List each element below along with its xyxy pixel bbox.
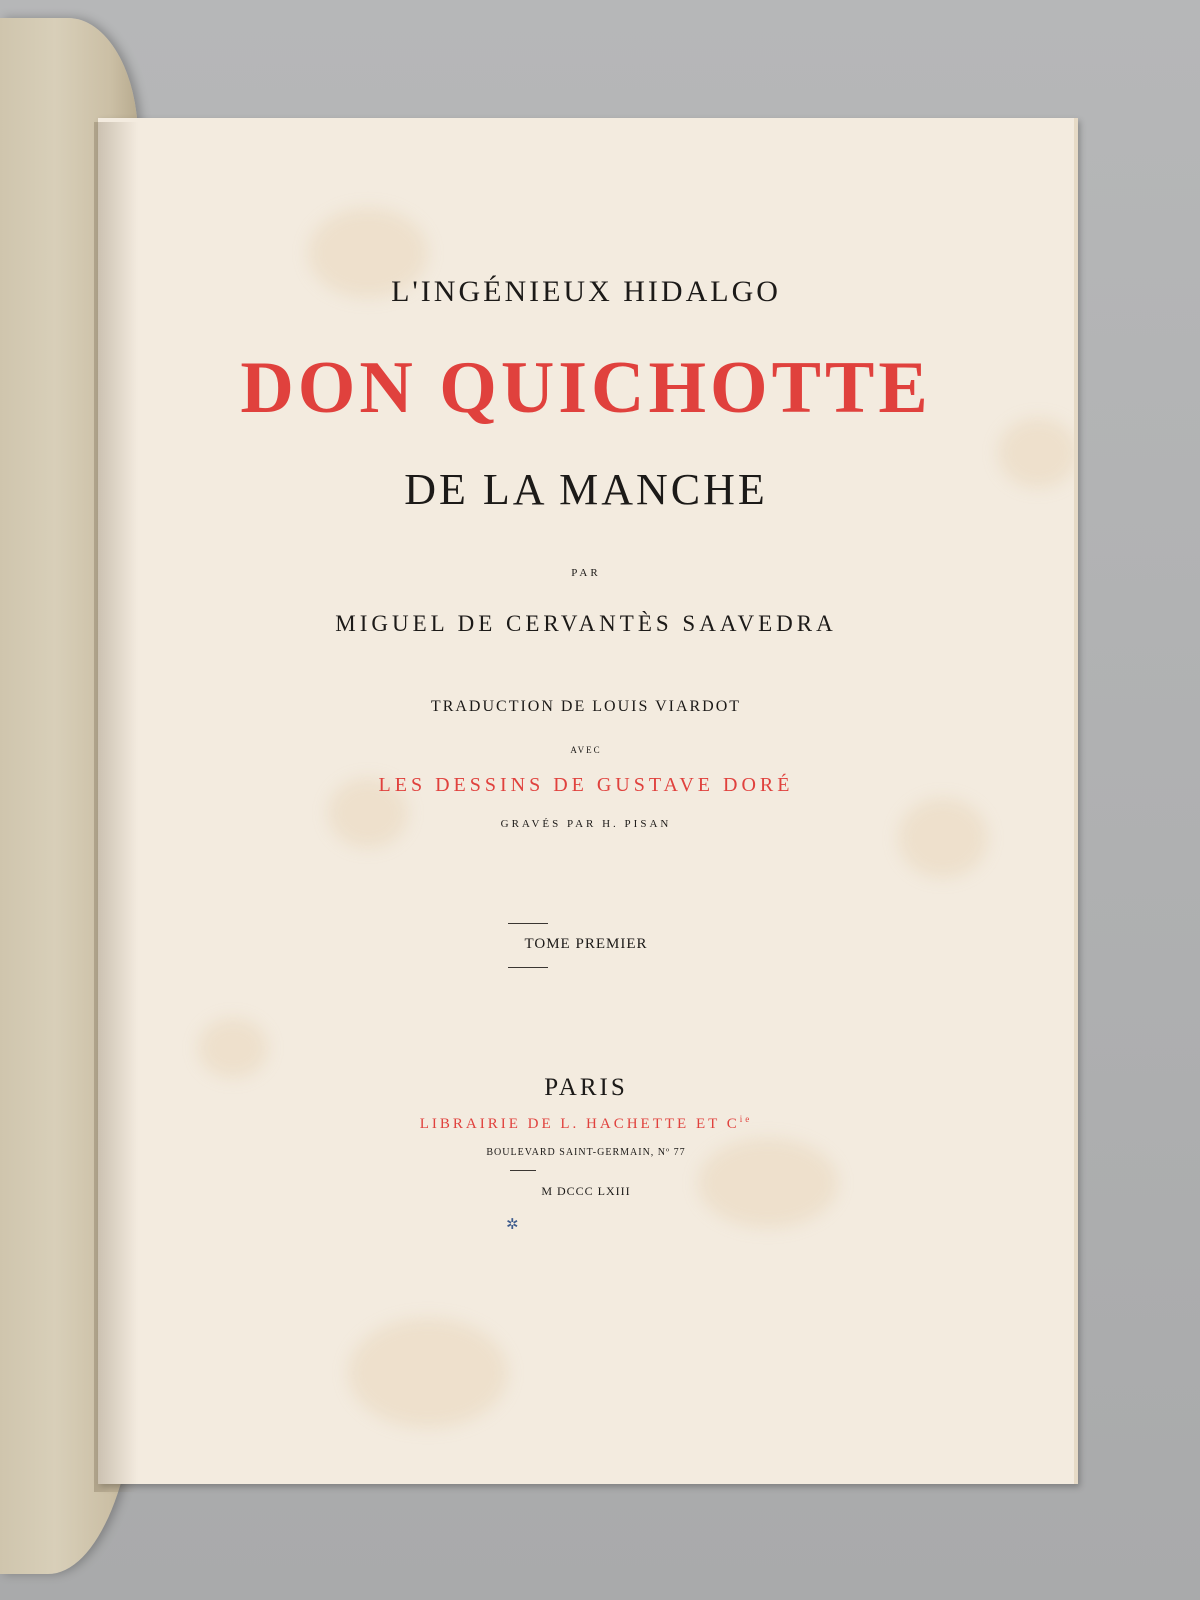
title-page <box>98 118 1078 1484</box>
engraver-credit: GRAVÉS PAR H. PISAN <box>500 818 672 830</box>
rule-above-year <box>510 1170 536 1171</box>
gutter-shadow <box>94 122 138 1492</box>
foxing-stain <box>198 1018 268 1078</box>
foxing-stain <box>898 798 988 878</box>
translation-credit: TRADUCTION DE LOUIS VIARDOT <box>430 698 742 715</box>
illustrations-credit: LES DESSINS DE GUSTAVE DORÉ <box>378 774 794 796</box>
author-name: MIGUEL DE CERVANTÈS SAAVEDRA <box>335 611 837 636</box>
publisher-name: LIBRAIRIE DE L. HACHETTE ET C <box>419 1116 740 1132</box>
book-title: DON QUICHOTTE <box>240 347 932 429</box>
city: PARIS <box>544 1074 628 1101</box>
address: BOULEVARD SAINT-GERMAIN, Nº 77 <box>486 1147 686 1158</box>
foxing-stain <box>348 1318 508 1428</box>
rule-below-volume <box>508 967 548 968</box>
volume-label: TOME PREMIER <box>524 936 648 952</box>
publisher-superscript: ie <box>739 1114 753 1124</box>
subtitle-line1: L'INGÉNIEUX HIDALGO <box>391 275 781 308</box>
avec-word: AVEC <box>570 745 602 755</box>
subtitle-line3: DE LA MANCHE <box>404 465 768 514</box>
publisher <box>98 1114 1074 1133</box>
rule-above-volume <box>508 923 548 924</box>
par-word: PAR <box>571 567 601 579</box>
ornament-star-icon: ✲ <box>506 1217 519 1233</box>
year: M DCCC LXIII <box>541 1184 631 1198</box>
